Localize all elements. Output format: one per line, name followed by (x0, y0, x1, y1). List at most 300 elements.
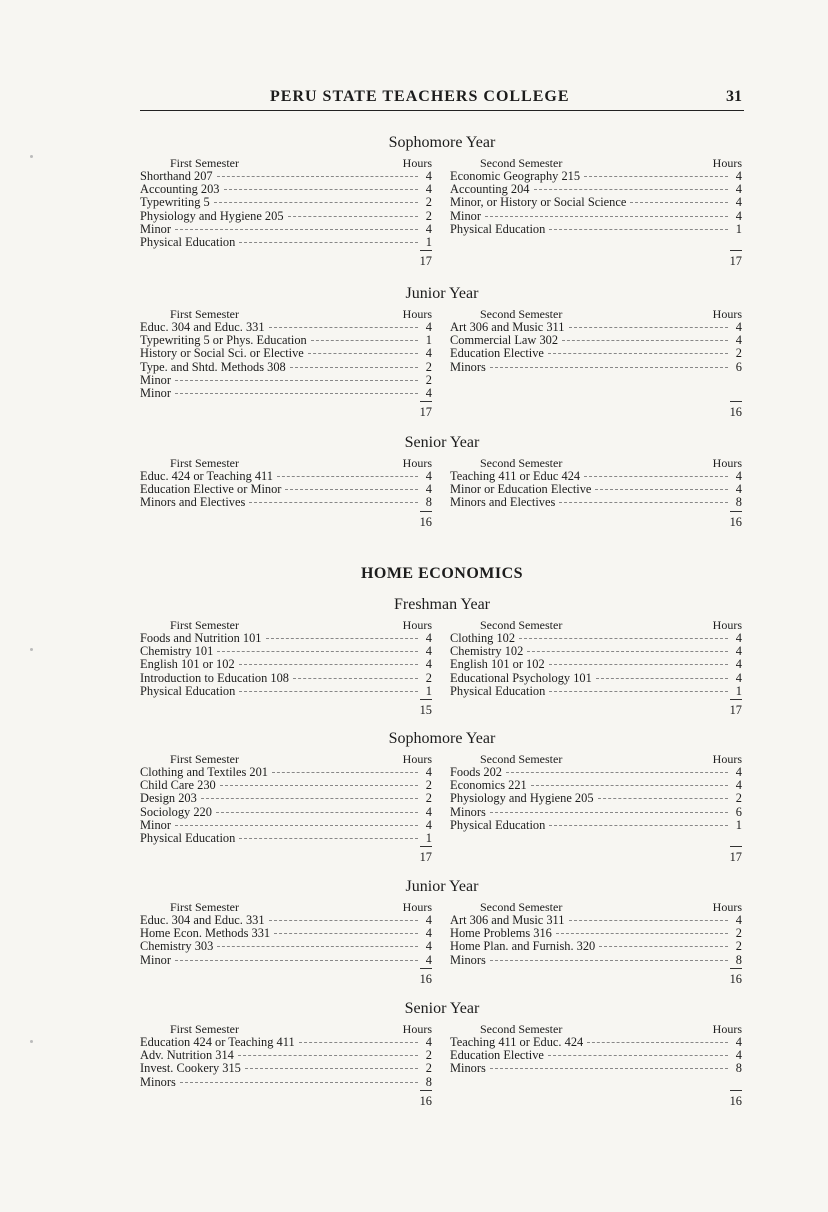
column-header (140, 1022, 432, 1035)
leader-dashes (549, 229, 728, 230)
semester-label: First Semester (170, 456, 239, 470)
course-row (450, 926, 742, 939)
course-hours: 2 (735, 926, 742, 941)
course-hours: 4 (425, 1035, 432, 1049)
course-hours: 1 (425, 234, 432, 249)
semester-label: First Semester (170, 307, 239, 321)
leader-dashes (527, 651, 728, 652)
course-row (140, 684, 432, 697)
course-name: Chemistry 101 (140, 644, 214, 659)
course-name: Minors (450, 804, 486, 819)
course-name: Foods and Nutrition 101 (140, 631, 262, 645)
total-hours: 16 (419, 971, 432, 986)
semester-total (450, 399, 742, 419)
course-row (140, 182, 432, 195)
course-row (140, 926, 432, 939)
hours-label: Hours (402, 900, 432, 914)
second-semester-column (450, 618, 742, 717)
semester-label: First Semester (170, 618, 239, 632)
column-header (450, 456, 742, 469)
course-hours: 4 (735, 670, 742, 685)
course-hours: 4 (425, 765, 432, 779)
course-row (140, 209, 432, 222)
course-name: Chemistry 102 (450, 644, 524, 659)
course-hours: 4 (425, 804, 432, 819)
leader-dashes (290, 367, 418, 368)
course-row (140, 1048, 432, 1061)
course-name: Physical Education (140, 683, 236, 698)
course-row (140, 778, 432, 791)
course-name: Physical Education (450, 817, 546, 832)
semester-label: Second Semester (480, 307, 563, 321)
leader-dashes (595, 489, 728, 490)
course-row (140, 195, 432, 208)
course-hours: 4 (425, 644, 432, 659)
course-name: Physiology and Hygiene 205 (450, 791, 594, 806)
course-hours: 2 (735, 791, 742, 806)
page-header (140, 88, 744, 111)
second-semester-column (450, 456, 742, 529)
course-hours: 4 (735, 482, 742, 497)
leader-dashes (562, 340, 728, 341)
total-hours: 16 (419, 1093, 432, 1108)
course-name: Minor (140, 952, 171, 967)
hours-label: Hours (402, 456, 432, 470)
course-hours: 4 (735, 333, 742, 348)
course-name: Teaching 411 or Educ. 424 (450, 1035, 584, 1049)
total-rule (730, 401, 742, 402)
course-name: English 101 or 102 (450, 657, 545, 672)
course-row (140, 495, 432, 508)
semester-total (140, 248, 432, 268)
semester-total (140, 966, 432, 986)
course-row (450, 805, 742, 818)
leader-dashes (224, 189, 419, 190)
leader-dashes (175, 960, 418, 961)
leader-dashes (269, 920, 418, 921)
course-hours: 4 (425, 939, 432, 954)
course-hours: 4 (735, 1035, 742, 1049)
leader-dashes (549, 664, 728, 665)
course-name: Commercial Law 302 (450, 333, 559, 348)
leader-dashes (288, 216, 418, 217)
course-hours: 2 (425, 208, 432, 223)
course-row (450, 346, 742, 359)
leader-dashes (485, 216, 728, 217)
semester-label: First Semester (170, 1022, 239, 1036)
course-row (140, 222, 432, 235)
course-row (140, 644, 432, 657)
course-name: Educ. 304 and Educ. 331 (140, 320, 265, 334)
leader-dashes (274, 933, 418, 934)
leader-dashes (599, 946, 728, 947)
course-name: Education Elective or Minor (140, 482, 282, 497)
semester-label: Second Semester (480, 1022, 563, 1036)
leader-dashes (239, 691, 418, 692)
course-row (450, 1061, 742, 1074)
course-name: Child Care 230 (140, 778, 216, 793)
course-hours: 4 (735, 1048, 742, 1063)
leader-dashes (175, 380, 418, 381)
course-name: Art 306 and Music 311 (450, 913, 565, 927)
leader-dashes (531, 785, 728, 786)
leader-dashes (308, 353, 418, 354)
course-name: Accounting 203 (140, 182, 220, 197)
leader-dashes (549, 825, 728, 826)
hours-label: Hours (712, 900, 742, 914)
course-hours: 4 (425, 913, 432, 927)
hours-label: Hours (402, 618, 432, 632)
course-name: Type. and Shtd. Methods 308 (140, 359, 286, 374)
course-name: English 101 or 102 (140, 657, 235, 672)
total-hours: 17 (729, 254, 742, 269)
course-row (140, 939, 432, 952)
course-row (450, 671, 742, 684)
course-row (140, 235, 432, 248)
course-row (140, 805, 432, 818)
semester-total (450, 248, 742, 268)
semester-total (450, 966, 742, 986)
leader-dashes (490, 367, 728, 368)
leader-dashes (506, 772, 728, 773)
leader-dashes (548, 353, 728, 354)
course-row (450, 333, 742, 346)
course-hours: 4 (425, 482, 432, 497)
leader-dashes (548, 1055, 728, 1056)
total-hours: 16 (419, 514, 432, 529)
leader-dashes (269, 327, 418, 328)
course-hours: 4 (425, 169, 432, 183)
hours-label: Hours (402, 156, 432, 170)
column-header (450, 1022, 742, 1035)
course-row (140, 386, 432, 399)
course-hours: 1 (425, 333, 432, 348)
total-rule (420, 846, 432, 847)
course-name: Educational Psychology 101 (450, 670, 592, 685)
course-name: Teaching 411 or Educ 424 (450, 469, 581, 483)
leader-dashes (238, 1055, 418, 1056)
course-hours: 4 (735, 644, 742, 659)
course-row (140, 791, 432, 804)
column-header (140, 156, 432, 169)
course-hours: 4 (425, 182, 432, 197)
leader-dashes (220, 785, 418, 786)
course-name: Shorthand 207 (140, 169, 213, 183)
semester-label: First Semester (170, 752, 239, 766)
leader-dashes (630, 202, 728, 203)
leader-dashes (175, 825, 418, 826)
course-name: Minor (450, 208, 481, 223)
course-name: Adv. Nutrition 314 (140, 1048, 234, 1063)
course-row (140, 953, 432, 966)
semester-label: First Semester (170, 156, 239, 170)
leader-dashes (534, 189, 729, 190)
hours-label: Hours (712, 1022, 742, 1036)
course-row (450, 482, 742, 495)
column-header (450, 156, 742, 169)
course-hours: 8 (425, 1074, 432, 1089)
hours-label: Hours (712, 456, 742, 470)
course-name: Economic Geography 215 (450, 169, 581, 183)
course-name: Education 424 or Teaching 411 (140, 1035, 295, 1049)
course-hours: 4 (735, 320, 742, 334)
course-hours: 1 (425, 683, 432, 698)
course-row (450, 495, 742, 508)
leader-dashes (249, 502, 418, 503)
total-hours: 17 (729, 850, 742, 865)
course-name: Typewriting 5 (140, 195, 210, 210)
year-title: Senior Year (404, 434, 480, 451)
first-semester-column (140, 456, 432, 529)
year-title: Freshman Year (394, 596, 490, 613)
course-hours: 2 (425, 1061, 432, 1076)
course-hours: 2 (425, 1048, 432, 1063)
course-row (140, 346, 432, 359)
leader-dashes (217, 176, 418, 177)
leader-dashes (266, 638, 419, 639)
leader-dashes (490, 1068, 728, 1069)
column-header (140, 307, 432, 320)
course-row (140, 818, 432, 831)
second-semester-column (450, 752, 742, 864)
total-hours: 16 (729, 405, 742, 420)
leader-dashes (272, 772, 418, 773)
course-row (450, 778, 742, 791)
course-hours: 8 (735, 495, 742, 510)
leader-dashes (299, 1042, 418, 1043)
semester-total (450, 697, 742, 717)
course-name: Educ. 424 or Teaching 411 (140, 469, 273, 483)
page-header-title: PERU STATE TEACHERS COLLEGE (270, 88, 570, 105)
column-header (140, 618, 432, 631)
total-rule (730, 250, 742, 251)
page-number: 31 (726, 88, 742, 105)
course-name: Clothing and Textiles 201 (140, 765, 268, 779)
course-hours: 4 (425, 469, 432, 483)
leader-dashes (559, 502, 728, 503)
course-hours: 4 (735, 182, 742, 197)
course-name: Foods 202 (450, 765, 502, 779)
course-name: Minors and Electives (450, 495, 556, 510)
leader-dashes (584, 176, 728, 177)
leader-dashes (216, 812, 418, 813)
course-hours: 4 (425, 320, 432, 334)
total-hours: 17 (419, 850, 432, 865)
leader-dashes (311, 340, 418, 341)
scan-speck (30, 648, 33, 651)
semester-label: Second Semester (480, 900, 563, 914)
leader-dashes (490, 812, 728, 813)
second-semester-column (450, 900, 742, 986)
course-name: Minor (140, 817, 171, 832)
column-header (450, 307, 742, 320)
course-name: Minor or Education Elective (450, 482, 592, 497)
hours-label: Hours (402, 752, 432, 766)
course-hours: 1 (735, 683, 742, 698)
leader-dashes (239, 664, 418, 665)
column-header (140, 752, 432, 765)
semester-total (140, 844, 432, 864)
leader-dashes (519, 638, 728, 639)
course-hours: 4 (735, 765, 742, 779)
first-semester-column (140, 618, 432, 717)
course-name: History or Social Sci. or Elective (140, 346, 304, 361)
course-row (450, 195, 742, 208)
course-hours: 4 (425, 385, 432, 400)
course-name: Typewriting 5 or Phys. Education (140, 333, 307, 348)
course-hours: 4 (425, 952, 432, 967)
course-name: Invest. Cookery 315 (140, 1061, 241, 1076)
course-row (140, 831, 432, 844)
semester-total (140, 509, 432, 529)
leader-dashes (596, 678, 728, 679)
total-hours: 16 (729, 1093, 742, 1108)
total-rule (420, 401, 432, 402)
first-semester-column (140, 307, 432, 419)
course-name: Minors (140, 1074, 176, 1089)
course-hours: 4 (425, 817, 432, 832)
course-row (140, 333, 432, 346)
semester-label: Second Semester (480, 618, 563, 632)
course-name: Sociology 220 (140, 804, 212, 819)
year-title: Junior Year (405, 878, 479, 895)
course-row (450, 644, 742, 657)
semester-label: Second Semester (480, 752, 563, 766)
course-hours: 4 (735, 778, 742, 793)
course-name: Minors (450, 1061, 486, 1076)
scan-speck (30, 1040, 33, 1043)
course-hours: 2 (735, 346, 742, 361)
scan-speck (30, 155, 33, 158)
home-economics-heading: HOME ECONOMICS (360, 565, 524, 582)
leader-dashes (587, 1042, 728, 1043)
course-name: Clothing 102 (450, 631, 516, 645)
year-title: Senior Year (404, 1000, 480, 1017)
leader-dashes (175, 229, 418, 230)
course-row (450, 818, 742, 831)
course-name: Chemistry 303 (140, 939, 214, 954)
total-rule (730, 699, 742, 700)
semester-label: Second Semester (480, 456, 563, 470)
second-semester-column (450, 307, 742, 419)
course-name: Physical Education (140, 830, 236, 845)
course-hours: 4 (735, 631, 742, 645)
total-rule (730, 1090, 742, 1091)
course-hours: 4 (735, 195, 742, 210)
course-name: Physical Education (450, 221, 546, 236)
column-header (140, 900, 432, 913)
leader-dashes (277, 476, 418, 477)
leader-dashes (584, 476, 728, 477)
course-name: Minors (450, 952, 486, 967)
leader-dashes (293, 678, 418, 679)
course-name: Home Problems 316 (450, 926, 552, 941)
course-hours: 4 (425, 926, 432, 941)
leader-dashes (569, 920, 729, 921)
total-hours: 16 (729, 971, 742, 986)
leader-dashes (239, 242, 418, 243)
course-hours: 4 (425, 657, 432, 672)
course-row (450, 939, 742, 952)
semester-total (450, 844, 742, 864)
total-rule (730, 846, 742, 847)
course-hours: 4 (425, 221, 432, 236)
course-name: Design 203 (140, 791, 197, 806)
course-hours: 4 (735, 208, 742, 223)
total-hours: 15 (419, 702, 432, 717)
course-row (450, 209, 742, 222)
leader-dashes (175, 393, 418, 394)
total-rule (420, 699, 432, 700)
course-hours: 2 (425, 791, 432, 806)
course-row (140, 657, 432, 670)
semester-total (450, 509, 742, 529)
course-name: Physiology and Hygiene 205 (140, 208, 284, 223)
course-hours: 6 (735, 804, 742, 819)
total-hours: 17 (419, 405, 432, 420)
leader-dashes (245, 1068, 418, 1069)
course-row (140, 373, 432, 386)
course-name: Minors and Electives (140, 495, 246, 510)
year-title: Sophomore Year (388, 730, 496, 747)
semester-label: First Semester (170, 900, 239, 914)
course-name: Economics 221 (450, 778, 527, 793)
course-name: Art 306 and Music 311 (450, 320, 565, 334)
course-name: Accounting 204 (450, 182, 530, 197)
semester-label: Second Semester (480, 156, 563, 170)
first-semester-column (140, 900, 432, 986)
course-hours: 1 (735, 221, 742, 236)
total-hours: 17 (729, 702, 742, 717)
course-hours: 4 (425, 346, 432, 361)
semester-total (140, 697, 432, 717)
course-hours: 1 (425, 830, 432, 845)
hours-label: Hours (712, 618, 742, 632)
column-header (450, 900, 742, 913)
year-title: Sophomore Year (388, 134, 496, 151)
course-name: Home Plan. and Furnish. 320 (450, 939, 596, 954)
leader-dashes (217, 946, 418, 947)
leader-dashes (285, 489, 418, 490)
leader-dashes (490, 960, 728, 961)
total-rule (420, 968, 432, 969)
course-row (450, 182, 742, 195)
course-row (450, 1048, 742, 1061)
column-header (450, 618, 742, 631)
total-hours: 16 (729, 514, 742, 529)
first-semester-column (140, 156, 432, 268)
total-hours: 17 (419, 254, 432, 269)
semester-total (140, 399, 432, 419)
course-hours: 8 (735, 1061, 742, 1076)
course-row (140, 1061, 432, 1074)
course-row (140, 360, 432, 373)
leader-dashes (569, 327, 729, 328)
course-hours: 2 (425, 359, 432, 374)
course-hours: 8 (735, 952, 742, 967)
total-rule (730, 511, 742, 512)
course-hours: 2 (735, 939, 742, 954)
hours-label: Hours (402, 1022, 432, 1036)
course-hours: 4 (735, 657, 742, 672)
course-row (450, 657, 742, 670)
total-rule (420, 250, 432, 251)
hours-label: Hours (402, 307, 432, 321)
course-name: Minor (140, 385, 171, 400)
leader-dashes (217, 651, 418, 652)
course-hours: 4 (735, 913, 742, 927)
course-name: Introduction to Education 108 (140, 670, 290, 685)
